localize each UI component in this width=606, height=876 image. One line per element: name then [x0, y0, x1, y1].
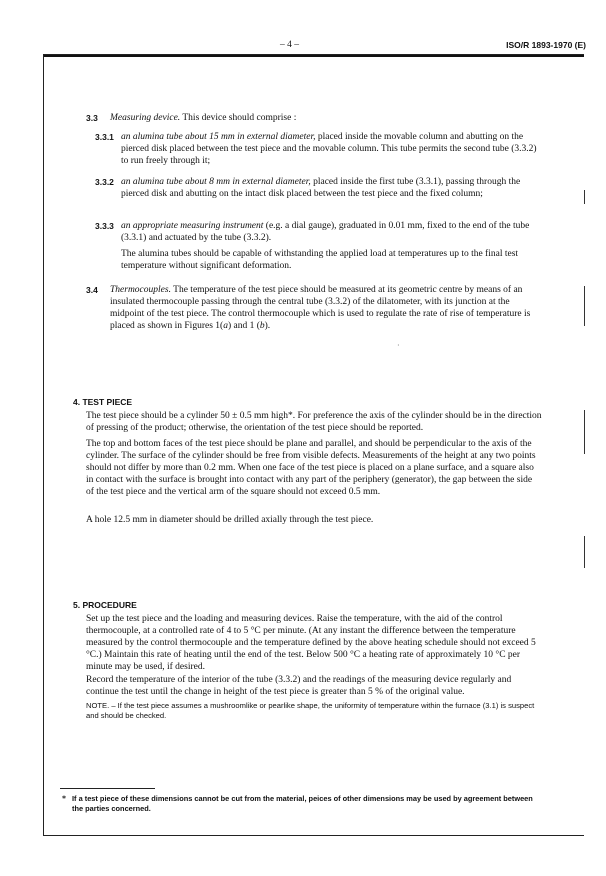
section-number: 3.3.2 [95, 177, 114, 187]
item-term: an alumina tube about 15 mm in external diameter, [121, 132, 316, 142]
item-text: (e.g. a dial gauge), graduated in 0.01 mm, fixed to the end of the tube (3.3.1) and actuated by the tube (3.3.2). [121, 221, 530, 243]
figure-ref: b [259, 321, 265, 331]
section-3-4 [110, 284, 545, 332]
section-title: Measuring device. [110, 113, 181, 123]
alumina-paragraph: The alumina tubes should be capable of withstanding the applied load at temperatures up to the final test temperature without significant deformation. [121, 249, 519, 271]
section-heading: 4. TEST PIECE [73, 397, 133, 407]
section-text: ). [264, 321, 271, 331]
test-piece-p1: The test piece should be a cylinder 50 ± 0.5 mm high*. For preference the axis of the cylinder should be in the direction of pressing of the product; otherwise, the orientation of the test piece should be reported. [86, 411, 542, 433]
item-term: an appropriate measuring instrument [121, 221, 264, 231]
document-reference: ISO/R 1893-1970 (E) [506, 40, 586, 50]
procedure-p1: Set up the test piece and the loading and measuring devices. Raise the temperature, with the aid of the control thermocouple, at a controlled rate of 4 to 5 °C per minute. (At any instant the difference between the temperature measured by the control thermocouple and the temperature defined by the above heating schedule should not exceed 5 °C.) Maintain this rate of heating until the end of the test. Below 500 °C a heating rate of approximately 10 °C per minute may be used, if desired. [86, 614, 536, 672]
section-heading: 5. PROCEDURE [73, 600, 137, 610]
margin-mark [584, 536, 585, 568]
test-piece-p2: The top and bottom faces of the test piece should be plane and parallel, and should be perpendicular to the axis of the cylinder. The surface of the cylinder should be free from visible defects. Measurements of the height at any two points should not differ by more than 0.2 mm. When one face of the test piece is placed on a plane surface, and a square also in contact with the surface is brought into contact with any part of the periphery (generator), the gap between the side of the test piece and the vertical arm of the square should not exceed 0.5 mm. [86, 439, 536, 497]
section-number: 3.3.3 [95, 221, 114, 231]
section-3-3-2 [121, 176, 546, 200]
stray-mark: · [397, 341, 400, 350]
section-text: The temperature of the test piece should be measured at its geometric centre by means of an insulated thermocouple passing through the central tube (3.3.2) of the dilatometer, with its junction at the midpoint of the test piece. The control thermocouple which is used to regulate the rate of rise of temperature is placed as shown in Figures 1( [110, 285, 531, 331]
footnote-text: If a test piece of these dimensions cannot be cut from the material, peices of other dimensions may be used by agreement between the parties concerned. [72, 794, 533, 813]
section-text: This device should comprise : [180, 113, 297, 123]
item-term: an alumina tube about 8 mm in external diameter, [121, 177, 311, 187]
section-number: 3.4 [86, 285, 98, 295]
procedure-p2: Record the temperature of the interior of the tube (3.3.2) and the readings of the measuring device regularly and continue the test until the change in height of the test piece is greater than 5 % of the original value. [86, 675, 512, 697]
margin-mark [584, 286, 585, 326]
footnote-rule [60, 788, 155, 789]
section-number: 3.3.1 [95, 132, 114, 142]
item-text: placed inside the movable column and abutting on the pierced disk placed between the test piece and the movable column. This tube permits the second tube (3.3.2) to run freely through it; [121, 132, 537, 166]
section-3-3 [110, 112, 550, 124]
section-text: ) and 1 ( [227, 321, 260, 331]
test-piece-p3: A hole 12.5 mm in diameter should be drilled axially through the test piece. [86, 515, 374, 525]
section-number: 3.3 [86, 113, 98, 123]
margin-mark [584, 190, 585, 204]
item-text: placed inside the first tube (3.3.1), passing through the pierced disk and abutting on the intact disk placed between the test piece and the fixed column; [121, 177, 521, 199]
figure-ref: a [223, 321, 228, 331]
procedure-note: NOTE. – If the test piece assumes a mushroomlike or pearlike shape, the uniformity of temperature within the furnace (3.1) is suspect and should be checked. [86, 701, 535, 720]
section-title: Thermocouples. [110, 285, 171, 295]
section-3-3-3 [121, 220, 541, 244]
page-number: – 4 – [280, 40, 299, 50]
footnote-mark: * [62, 794, 66, 803]
section-3-3-1 [121, 131, 541, 167]
margin-mark [584, 410, 585, 454]
